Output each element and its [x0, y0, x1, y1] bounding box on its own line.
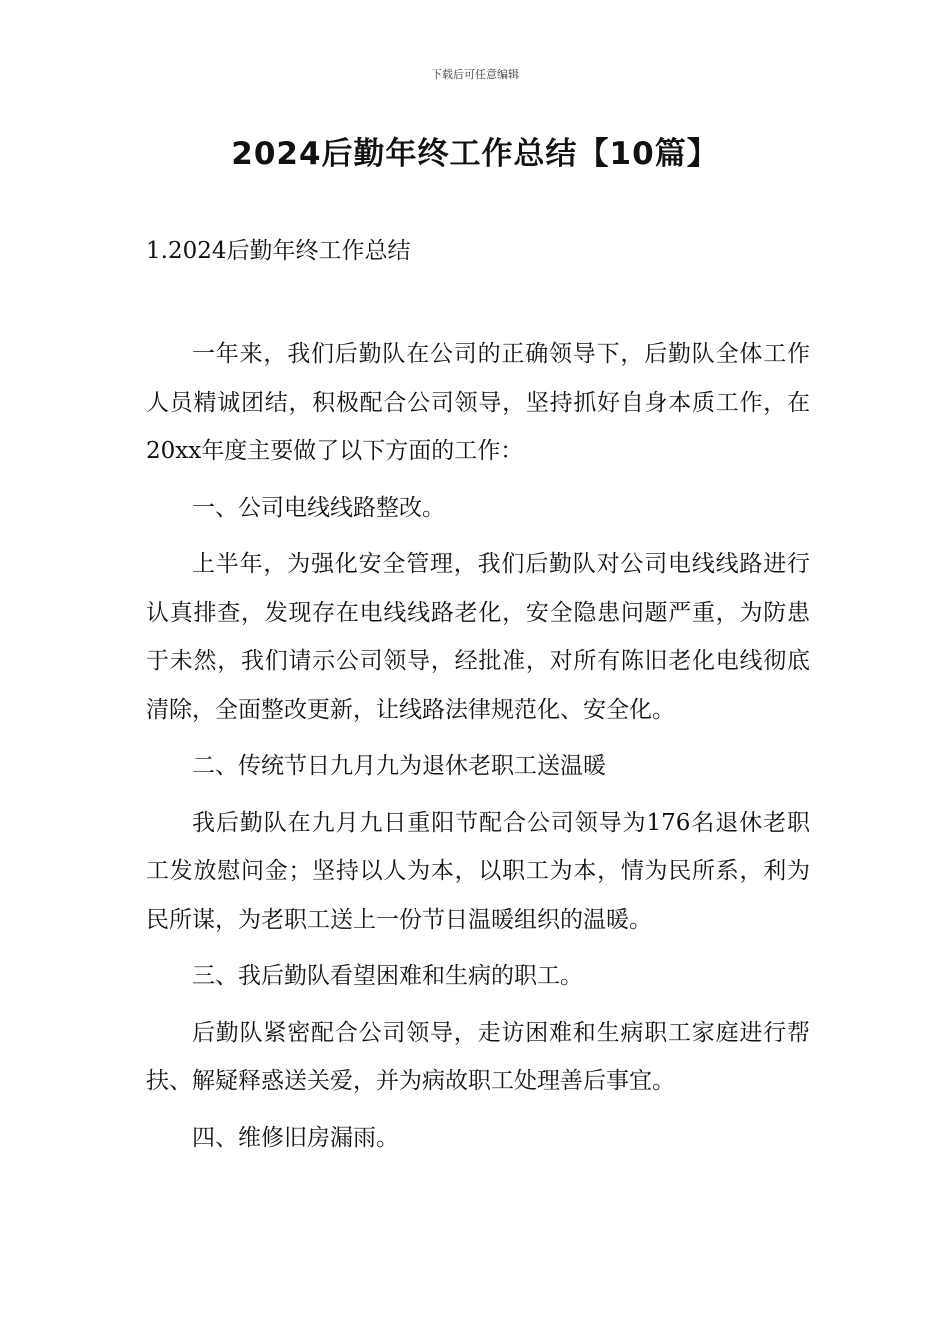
paragraph: 一年来，我们后勤队在公司的正确领导下，后勤队全体工作人员精诚团结，积极配合公司领导，坚持抓好自身本质工作，在20xx年度主要做了以下方面的工作： — [146, 341, 810, 464]
subheading: 二、传统节日九月九为退休老职工送温暖 — [192, 753, 606, 779]
section-heading: 1.2024后勤年终工作总结 — [146, 238, 411, 264]
subheading: 四、维修旧房漏雨。 — [192, 1124, 399, 1151]
document-title: 2024后勤年终工作总结【10篇】 — [231, 136, 719, 172]
paragraph: 我后勤队在九月九日重阳节配合公司领导为176名退休老职工发放慰问金；坚持以人为本，以职工为本，情为民所系，利为民所谋，为老职工送上一份节日温暖组织的温暖。 — [146, 809, 810, 933]
subheading: 一、公司电线线路整改。 — [192, 494, 445, 521]
document-body — [146, 330, 810, 1170]
subheading: 三、我后勤队看望困难和生病的职工。 — [192, 963, 583, 989]
paragraph: 后勤队紧密配合公司领导，走访困难和生病职工家庭进行帮扶、解疑释惑送关爱，并为病故职工处理善后事宜。 — [146, 1019, 810, 1094]
paragraph: 上半年，为强化安全管理，我们后勤队对公司电线线路进行认真排查，发现存在电线线路老化，安全隐患问题严重，为防患于未然，我们请示公司领导，经批准，对所有陈旧老化电线彻底清除，全面整改更新，让线路法律规范化、安全化。 — [146, 551, 810, 723]
header-note: 下载后可任意编辑 — [431, 68, 519, 81]
